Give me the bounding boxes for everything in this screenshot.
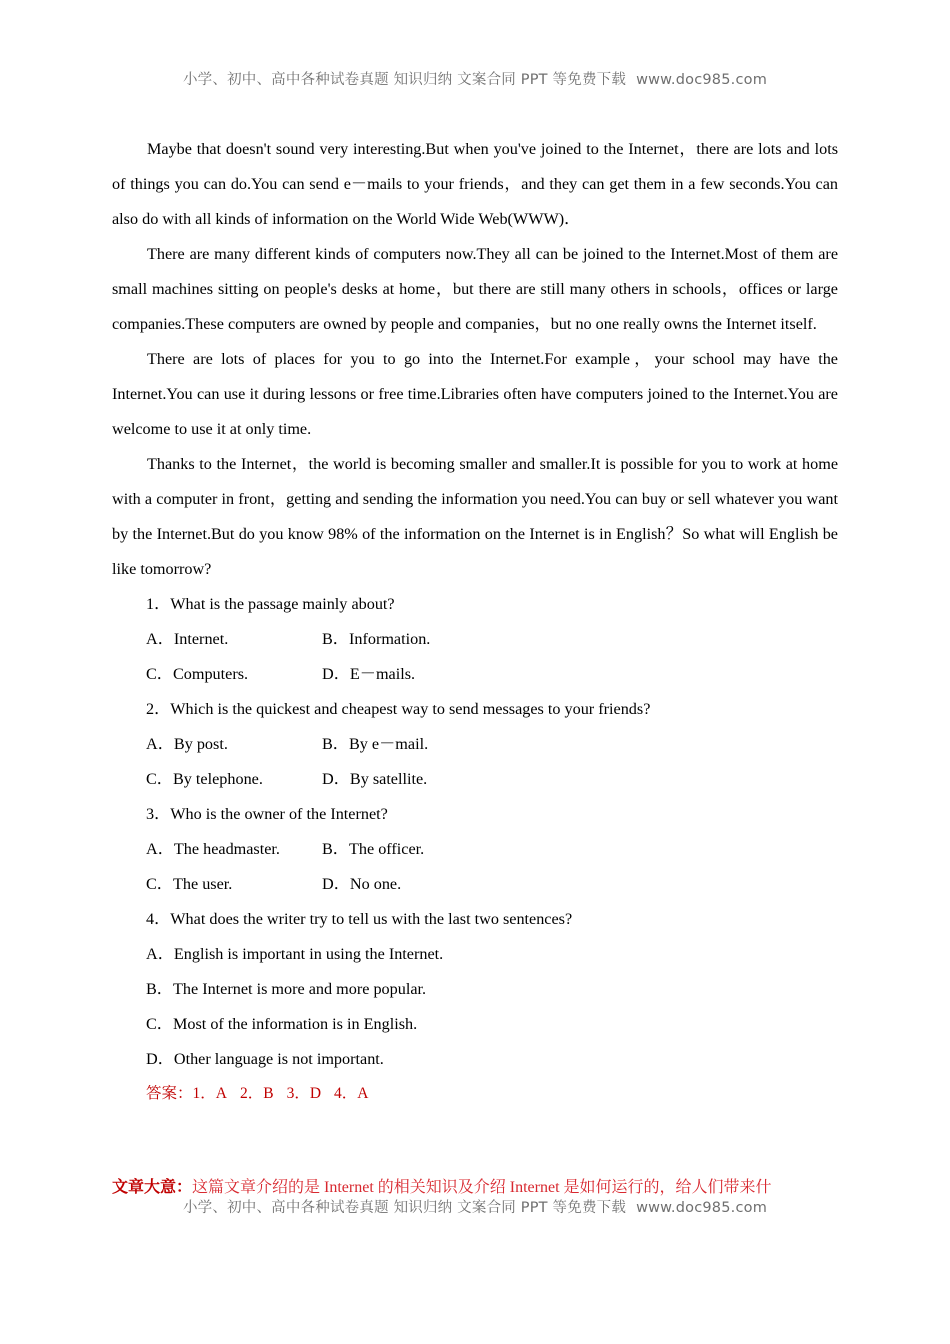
watermark-header-text: 小学、初中、高中各种试卷真题 知识归纳 文案合同 PPT 等免费下载 <box>182 72 627 88</box>
question-1-option-b[interactable] <box>322 622 430 657</box>
option-label: A． <box>146 630 174 648</box>
question-1-options-row-2 <box>112 657 838 692</box>
question-4-number: 4． <box>146 910 171 928</box>
option-label: B． <box>322 735 349 753</box>
question-1-text: What is the passage mainly about? <box>170 595 395 613</box>
question-3-option-a[interactable] <box>146 832 322 867</box>
option-label: A． <box>146 945 174 963</box>
question-3 <box>112 797 838 902</box>
option-text: The officer. <box>348 840 425 858</box>
question-4-option-d[interactable] <box>146 1042 384 1077</box>
question-2-number: 2． <box>146 700 171 718</box>
option-text: Most of the information is in English. <box>172 1015 418 1033</box>
question-3-option-b[interactable] <box>322 832 424 867</box>
passage-paragraph-2: There are many different kinds of computers now.They all can be joined to the Internet.Most of them are small machines sitting on people's desks at home，but there are still many others in schools，offices or large companies.These computers are owned by people and companies，but no one really owns the Internet itself. <box>112 245 838 333</box>
question-1-option-d[interactable] <box>322 657 415 692</box>
option-label: B． <box>322 630 349 648</box>
watermark-footer-text: 小学、初中、高中各种试卷真题 知识归纳 文案合同 PPT 等免费下载 <box>182 1200 627 1216</box>
option-text: By post. <box>173 735 228 753</box>
question-4-option-a[interactable] <box>146 937 443 972</box>
question-1-stem <box>112 587 838 622</box>
option-text: By telephone. <box>172 770 263 788</box>
question-1-options-row-1 <box>112 622 838 657</box>
question-1 <box>112 587 838 692</box>
question-1-option-a[interactable] <box>146 622 322 657</box>
option-text: By e－mail. <box>348 735 429 753</box>
option-label: C． <box>146 770 173 788</box>
question-2-option-d[interactable] <box>322 762 427 797</box>
document-body <box>112 132 838 1111</box>
option-text: No one. <box>349 875 402 893</box>
question-3-text: Who is the owner of the Internet? <box>170 805 388 823</box>
answer-key-item-4: 4．A <box>334 1085 369 1102</box>
question-2 <box>112 692 838 797</box>
watermark-header-url: www.doc985.com <box>636 72 768 88</box>
question-3-options-row-2 <box>112 867 838 902</box>
option-text: Information. <box>348 630 431 648</box>
answer-key-item-1: 1．A <box>192 1085 227 1102</box>
option-text: The Internet is more and more popular. <box>172 980 427 998</box>
answer-key-item-2: 2．B <box>239 1085 274 1102</box>
question-3-option-c[interactable] <box>146 867 322 902</box>
question-4 <box>112 902 838 1077</box>
question-4-options-row-3 <box>112 1007 838 1042</box>
answer-key-label: 答案： <box>146 1085 193 1102</box>
question-4-option-b[interactable] <box>146 972 426 1007</box>
passage-analysis-label: 文章大意： <box>112 1179 193 1196</box>
option-label: C． <box>146 875 173 893</box>
question-2-options-row-1 <box>112 727 838 762</box>
option-label: A． <box>146 735 174 753</box>
question-4-options-row-4 <box>112 1042 838 1077</box>
watermark-header <box>0 68 950 89</box>
option-text: The headmaster. <box>173 840 280 858</box>
option-label: B． <box>146 980 173 998</box>
question-2-option-a[interactable] <box>146 727 322 762</box>
option-label: D． <box>322 875 350 893</box>
question-3-number: 3． <box>146 805 171 823</box>
question-4-stem <box>112 902 838 937</box>
question-4-text: What does the writer try to tell us with the last two sentences? <box>170 910 573 928</box>
question-1-option-c[interactable] <box>146 657 322 692</box>
question-4-options-row-1 <box>112 937 838 972</box>
watermark-footer-url: www.doc985.com <box>636 1200 768 1216</box>
question-2-option-c[interactable] <box>146 762 322 797</box>
option-text: By satellite. <box>349 770 428 788</box>
option-label: D． <box>322 665 350 683</box>
option-label: B． <box>322 840 349 858</box>
passage-analysis-text: 这篇文章介绍的是 Internet 的相关知识及介绍 Internet 是如何运行的，给人们带来什 <box>192 1179 772 1196</box>
option-text: Internet. <box>173 630 229 648</box>
option-text: The user. <box>172 875 233 893</box>
option-label: D． <box>322 770 350 788</box>
option-label: D． <box>146 1050 174 1068</box>
option-text: Computers. <box>172 665 249 683</box>
question-4-options-row-2 <box>112 972 838 1007</box>
passage-paragraph-4: Thanks to the Internet，the world is becoming smaller and smaller.It is possible for you to work at home with a computer in front，getting and sending the information you need.You can buy or sell whatever you want by the Internet.But do you know 98% of the information on the Internet is in English？So what will English be like tomorrow? <box>112 455 838 578</box>
option-text: English is important in using the Internet. <box>173 945 444 963</box>
answer-key-item-3: 3．D <box>286 1085 322 1102</box>
watermark-footer <box>0 1196 950 1217</box>
question-2-options-row-2 <box>112 762 838 797</box>
option-label: C． <box>146 665 173 683</box>
option-label: C． <box>146 1015 173 1033</box>
option-text: E－mails. <box>349 665 416 683</box>
question-3-stem <box>112 797 838 832</box>
option-text: Other language is not important. <box>173 1050 384 1068</box>
question-2-stem <box>112 692 838 727</box>
question-3-options-row-1 <box>112 832 838 867</box>
passage-paragraph-3: There are lots of places for you to go into the Internet.For example，your school may have the Internet.You can use it during lessons or free time.Libraries often have computers joined to the Internet.You are welcome to use it at only time. <box>112 350 838 438</box>
answer-key <box>112 1077 838 1111</box>
question-2-text: Which is the quickest and cheapest way to send messages to your friends? <box>170 700 651 718</box>
passage-paragraph-1: Maybe that doesn't sound very interesting.But when you've joined to the Internet，there are lots and lots of things you can do.You can send e－mails to your friends，and they can get them in a few seconds.You can also do with all kinds of information on the World Wide Web(WWW)． <box>112 140 838 228</box>
option-label: A． <box>146 840 174 858</box>
question-4-option-c[interactable] <box>146 1007 417 1042</box>
question-3-option-d[interactable] <box>322 867 401 902</box>
question-2-option-b[interactable] <box>322 727 428 762</box>
question-1-number: 1． <box>146 595 171 613</box>
